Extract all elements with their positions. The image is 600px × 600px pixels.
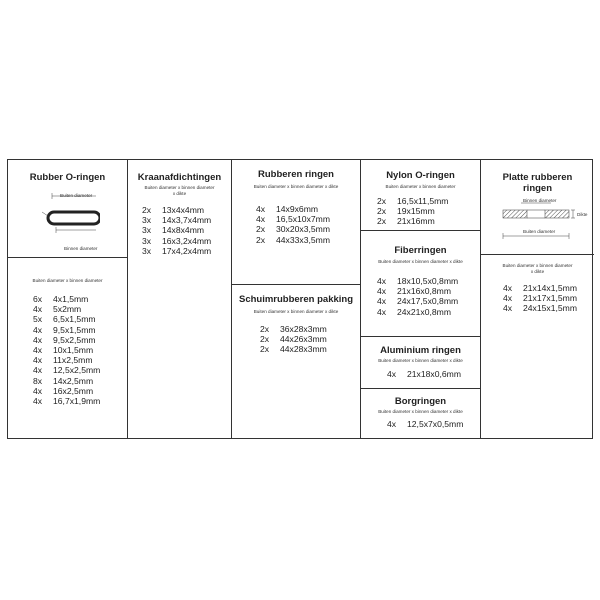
quantity: 4x [503, 293, 513, 304]
size: 11x2,5mm [53, 355, 93, 366]
quantity: 4x [377, 286, 387, 297]
quantity: 2x [260, 324, 270, 334]
size-row [33, 376, 100, 386]
outer-diameter-label: Buiten diameter [523, 229, 556, 234]
quantity: 4x [33, 334, 43, 345]
section-title: Rubberen ringen [257, 169, 334, 180]
section-schuimrubberen-pakking [232, 285, 360, 440]
size-row [142, 236, 211, 246]
size: 44x28x3mm [280, 344, 327, 355]
quantity: 2x [256, 234, 266, 245]
size-row [33, 396, 100, 406]
size: 21x16mm [397, 216, 435, 227]
quantity: 4x [33, 365, 43, 376]
size-row [256, 214, 330, 224]
size-list [260, 324, 327, 355]
quantity: 4x [33, 355, 43, 366]
section-fiberringen [361, 231, 480, 336]
section-title: Kraanafdichtingen [137, 172, 222, 183]
size: 30x20x3,5mm [276, 224, 330, 235]
size: 36x28x3mm [280, 324, 327, 334]
size-row [256, 204, 330, 214]
size: 21x16x0,8mm [397, 286, 451, 297]
size-row [260, 324, 327, 334]
quantity: 4x [377, 296, 387, 307]
size-list [503, 283, 577, 314]
inner-diameter-label: Binnen diameter [523, 198, 557, 203]
quantity: 4x [33, 345, 43, 356]
size-list [33, 294, 100, 406]
quantity: 6x [33, 294, 43, 304]
size-row [503, 303, 577, 313]
quantity: 4x [503, 303, 513, 314]
size-row [503, 293, 577, 303]
size: 14x8x4mm [162, 225, 205, 236]
size-row [33, 345, 100, 355]
quantity: 3x [142, 245, 152, 256]
flat-ring-diagram [495, 196, 587, 246]
size: 16,7x1,9mm [53, 396, 101, 407]
section-subtitle: Buiten diameter x binnen diameter x dikte [253, 309, 339, 314]
size: 16,5x11,5mm [397, 196, 449, 206]
section-subtitle: Buiten diameter x binnen diameter [502, 263, 573, 268]
size: 12,5x2,5mm [53, 365, 101, 376]
quantity: 4x [33, 385, 43, 396]
section-subtitle: Buiten diameter x binnen diameter x dikte [378, 409, 463, 414]
size: 13x4x4mm [162, 205, 205, 215]
size: 14x9x6mm [276, 204, 319, 214]
section-title: Nylon O-ringen [386, 170, 455, 181]
quantity: 2x [142, 205, 152, 215]
quantity: 2x [377, 206, 387, 217]
section-rubberen-ringen [232, 160, 360, 284]
quantity: 4x [387, 419, 397, 429]
quantity: 4x [377, 306, 387, 317]
section-subtitle: Buiten diameter x binnen diameter [385, 184, 456, 189]
quantity: 4x [33, 324, 43, 335]
section-subtitle: Buiten diameter x binnen diameter [32, 278, 103, 283]
size: 21x18x0,6mm [407, 369, 461, 379]
size: 17x4,2x4mm [162, 245, 212, 256]
size: 16,5x10x7mm [276, 214, 330, 225]
quantity: 3x [142, 235, 152, 246]
size-row [33, 365, 100, 375]
quantity: 3x [142, 215, 152, 226]
size: 14x2,5mm [53, 375, 94, 386]
size: 19x15mm [397, 206, 435, 217]
section-subtitle: Buiten diameter x binnen diameter x dikte [378, 358, 463, 363]
size: 24x17,5x0,8mm [397, 296, 459, 307]
section-borgringen [361, 389, 480, 440]
size-row [256, 235, 330, 245]
section-title: Aluminium ringen [380, 345, 461, 356]
size-row [142, 215, 211, 225]
size: 5x2mm [53, 304, 82, 315]
section-rubber-orings [8, 160, 127, 257]
size-row [377, 216, 448, 226]
size-row [33, 325, 100, 335]
section-platte-rubberen-ringen [481, 160, 594, 254]
size: 9,5x2,5mm [53, 334, 96, 345]
size-row [33, 335, 100, 345]
section-nylon-orings [361, 160, 480, 230]
size-row [33, 386, 100, 396]
quantity: 2x [260, 334, 270, 345]
section-title: Fiberringen [394, 245, 447, 256]
section-subtitle: Buiten diameter x binnen diameter x dikte [378, 259, 463, 264]
size-row [260, 344, 327, 354]
section-subtitle: x dikte [172, 191, 187, 196]
quantity: 5x [33, 314, 43, 325]
size-row [377, 196, 448, 206]
size-list [142, 205, 211, 256]
size-list [256, 204, 330, 245]
size-row [33, 314, 100, 324]
section-subtitle: Buiten diameter x binnen diameter [144, 185, 215, 190]
size-row [377, 206, 448, 216]
quantity: 4x [33, 304, 43, 315]
size-row [142, 225, 211, 235]
size: 9,5x1,5mm [53, 324, 96, 335]
size: 6,5x1,5mm [53, 314, 96, 325]
size-row [33, 355, 100, 365]
size: 44x33x3,5mm [276, 234, 330, 245]
size: 4x1,5mm [53, 294, 89, 304]
size-row [256, 224, 330, 234]
section-title: Rubber O-ringen [29, 172, 106, 183]
section-title: Schuimrubberen pakking [238, 294, 354, 305]
quantity: 4x [256, 204, 266, 214]
quantity: 4x [503, 283, 513, 293]
section-subtitle: Buiten diameter x binnen diameter x dikte [253, 184, 339, 189]
quantity: 4x [387, 369, 397, 379]
quantity: 2x [377, 196, 387, 206]
quantity: 2x [377, 216, 387, 227]
size-list [387, 369, 461, 379]
thickness-label: Dikte [577, 212, 588, 217]
size-list [387, 419, 463, 429]
quantity: 4x [33, 396, 43, 407]
size-list [377, 276, 458, 317]
quantity: 8x [33, 375, 43, 386]
quantity: 2x [260, 344, 270, 355]
size: 16x3,2x4mm [162, 235, 212, 246]
size-row [377, 286, 458, 296]
size: 10x1,5mm [53, 345, 94, 356]
size: 21x17x1,5mm [523, 293, 577, 304]
size: 44x26x3mm [280, 334, 327, 345]
size: 16x2,5mm [53, 385, 94, 396]
quantity: 4x [377, 276, 387, 286]
quantity: 3x [142, 225, 152, 236]
size-row [377, 296, 458, 306]
section-rubber-orings-list [8, 258, 127, 440]
section-kraanafdichtingen [128, 160, 231, 440]
o-ring-diagram [40, 190, 100, 250]
size-row [377, 276, 458, 286]
size: 24x15x1,5mm [523, 303, 577, 314]
section-title: ringen [522, 183, 553, 194]
size-row [387, 419, 463, 429]
size-row [503, 283, 577, 293]
section-platte-rubberen-ringen-list [481, 255, 594, 440]
section-subtitle: x dikte [530, 269, 545, 274]
section-title: Borgringen [394, 396, 447, 407]
quantity: 4x [256, 214, 266, 225]
size: 18x10,5x0,8mm [397, 276, 459, 286]
size-row [387, 369, 461, 379]
size: 21x14x1,5mm [523, 283, 577, 293]
size-row [33, 294, 100, 304]
size: 14x3,7x4mm [162, 215, 212, 226]
size-list [377, 196, 448, 227]
size-row [33, 304, 100, 314]
section-title: Platte rubberen [502, 172, 573, 183]
size-row [142, 205, 211, 215]
section-aluminium-ringen [361, 337, 480, 388]
size-row [260, 334, 327, 344]
size-row [377, 307, 458, 317]
inner-diameter-label: Binnen diameter [64, 246, 98, 251]
size: 12,5x7x0,5mm [407, 419, 464, 429]
size-row [142, 246, 211, 256]
quantity: 2x [256, 224, 266, 235]
outer-diameter-label: Buiten diameter [60, 193, 93, 198]
assortment-table [7, 159, 593, 439]
size: 24x21x0,8mm [397, 306, 451, 317]
